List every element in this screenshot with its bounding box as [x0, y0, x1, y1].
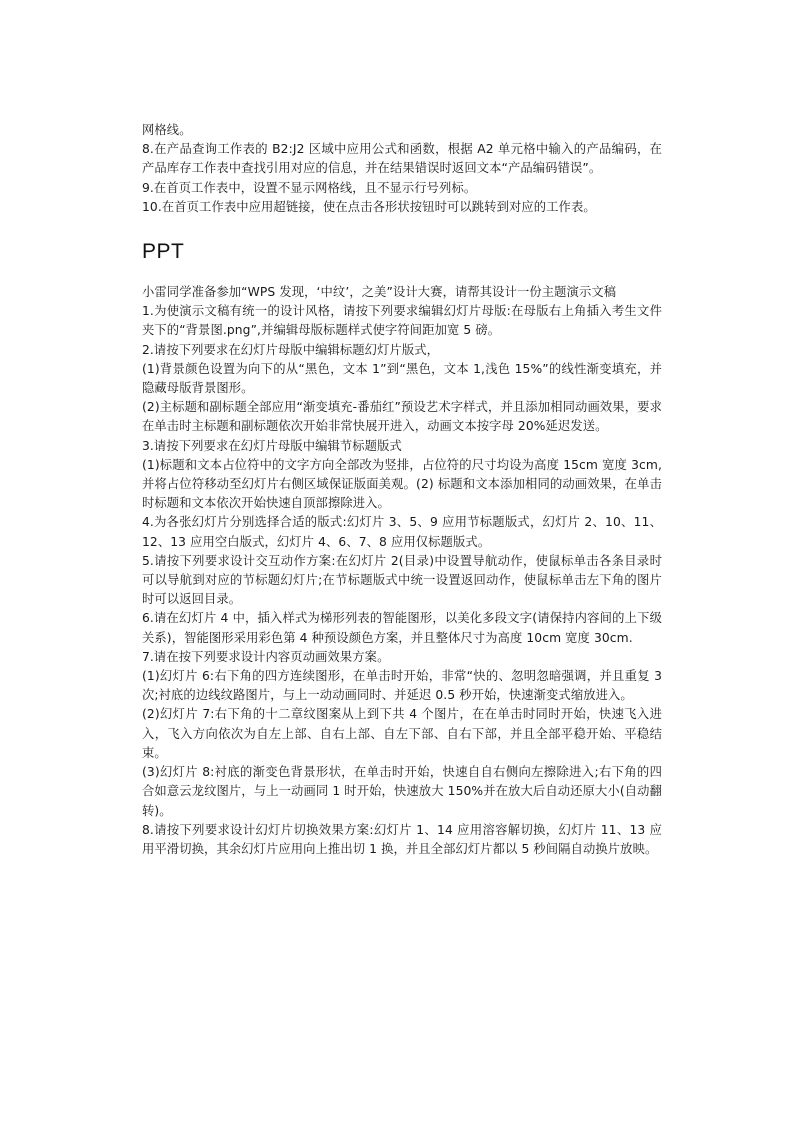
paragraph-item-8: 8.在产品查询工作表的 B2:J2 区域中应用公式和函数，根据 A2 单元格中输入的产品编码，在产品库存工作表中查找引用对应的信息，并在结果错误时返回文本“产品编码错误”。 — [142, 142, 662, 176]
ppt-item-6: 6.请在幻灯片 4 中，插入样式为梯形列表的智能图形，以美化多段文字(请保持内容间的上下级关系)，智能图形采用彩色第 4 种预设颜色方案，并且整体尺寸为高度 10cm 宽度 30cm. — [142, 611, 662, 645]
document-page — [142, 121, 662, 859]
ppt-requirements — [142, 283, 662, 859]
ppt-item-7-1: (1)幻灯片 6:右下角的四方连续图形，在单击时开始，非常“快的、忽明忽暗强调，并且重复 3 次;衬底的边线纹路图片，与上一动动画同时、并延迟 0.5 秒开始，快速渐变式缩放进入。 — [142, 669, 662, 703]
ppt-item-2-1: (1)背景颜色设置为向下的从“黑色，文本 1”到“黑色，文本 1,浅色 15%”的线性渐变填充，并隐藏母版背景图形。 — [142, 361, 662, 396]
ppt-item-2-2: (2)主标题和副标题全部应用“渐变填充-番茄红”预设艺术字样式，并且添加相同动画效果，要求在单击时主标题和副标题依次开始非常快展开进入，动画文本按字母 20%延迟发送。 — [142, 400, 662, 434]
excel-requirements — [142, 121, 662, 217]
ppt-item-3-1: (1)标题和文本占位符中的文字方向全部改为竖排，占位符的尺寸均设为高度 15cm 宽度 3cm,并将占位符移动至幻灯片右侧区域保证版面美观。(2) 标题和文本添加相同的动画效果，在单击时标题和文本依次开始快速自顶部擦除进入。 — [142, 457, 662, 511]
ppt-item-5: 5.请按下列要求设计交互动作方案:在幻灯片 2(目录)中设置导航动作，使鼠标单击各条目录时可以导航到对应的节标题幻灯片;在节标题版式中统一设置返回动作，使鼠标单击左下角的图片时可以返回目录。 — [142, 553, 662, 607]
ppt-item-7: 7.请在按下列要求设计内容页动画效果方案。 — [142, 649, 390, 664]
paragraph-item-9: 9.在首页工作表中，设置不显示网格线，且不显示行号列标。 — [142, 180, 477, 195]
section-heading-ppt: PPT — [142, 240, 185, 264]
paragraph-item-10: 10.在首页工作表中应用超链接，使在点击各形状按钮时可以跳转到对应的工作表。 — [142, 199, 596, 214]
ppt-item-7-3: (3)幻灯片 8:衬底的渐变色背景形状，在单击时开始，快速自自右侧向左擦除进入;右下角的四合如意云龙纹图片，与上一动画同 1 时开始，快速放大 150%并在放大后自动还原大小(自动翻转)。 — [142, 765, 662, 818]
ppt-item-1: 1.为使演示文稿有统一的设计风格，请按下列要求编辑幻灯片母版:在母版右上角插入考生文件夹下的“背景图.png”,并编辑母版标题样式使字符间距加宽 5 磅。 — [142, 304, 662, 338]
section-heading-wrap — [142, 239, 662, 265]
paragraph-gridlines: 网格线。 — [142, 123, 192, 137]
ppt-item-2: 2.请按下列要求在幻灯片母版中编辑标题幻灯片版式， — [142, 342, 440, 357]
ppt-item-3: 3.请按下列要求在幻灯片母版中编辑节标题版式 — [142, 438, 402, 453]
ppt-item-8: 8.请按下列要求设计幻灯片切换效果方案:幻灯片 1、14 应用溶容解切换，幻灯片 11、13 应用平滑切换，其余幻灯片应用向上推出切 1 换，并且全部幻灯片都以 5 秒间隔自动换片放映。 — [142, 822, 662, 856]
ppt-item-4: 4.为各张幻灯片分别选择合适的版式:幻灯片 3、5、9 应用节标题版式，幻灯片 2、10、11、12、13 应用空白版式，幻灯片 4、6、7、8 应用仅标题版式。 — [142, 515, 662, 549]
ppt-intro: 小雷同学准备参加“WPS 发现，‘中纹’，之美”设计大赛，请帮其设计一份主题演示文稿 — [142, 285, 617, 300]
ppt-item-7-2: (2)幻灯片 7:右下角的十二章纹图案从上到下共 4 个图片，在在单击时同时开始，快速飞入进入，飞入方向依次为自左上部、自右上部、自左下部、自右下部，并且全部平稳开始、平稳结束。 — [142, 707, 662, 760]
